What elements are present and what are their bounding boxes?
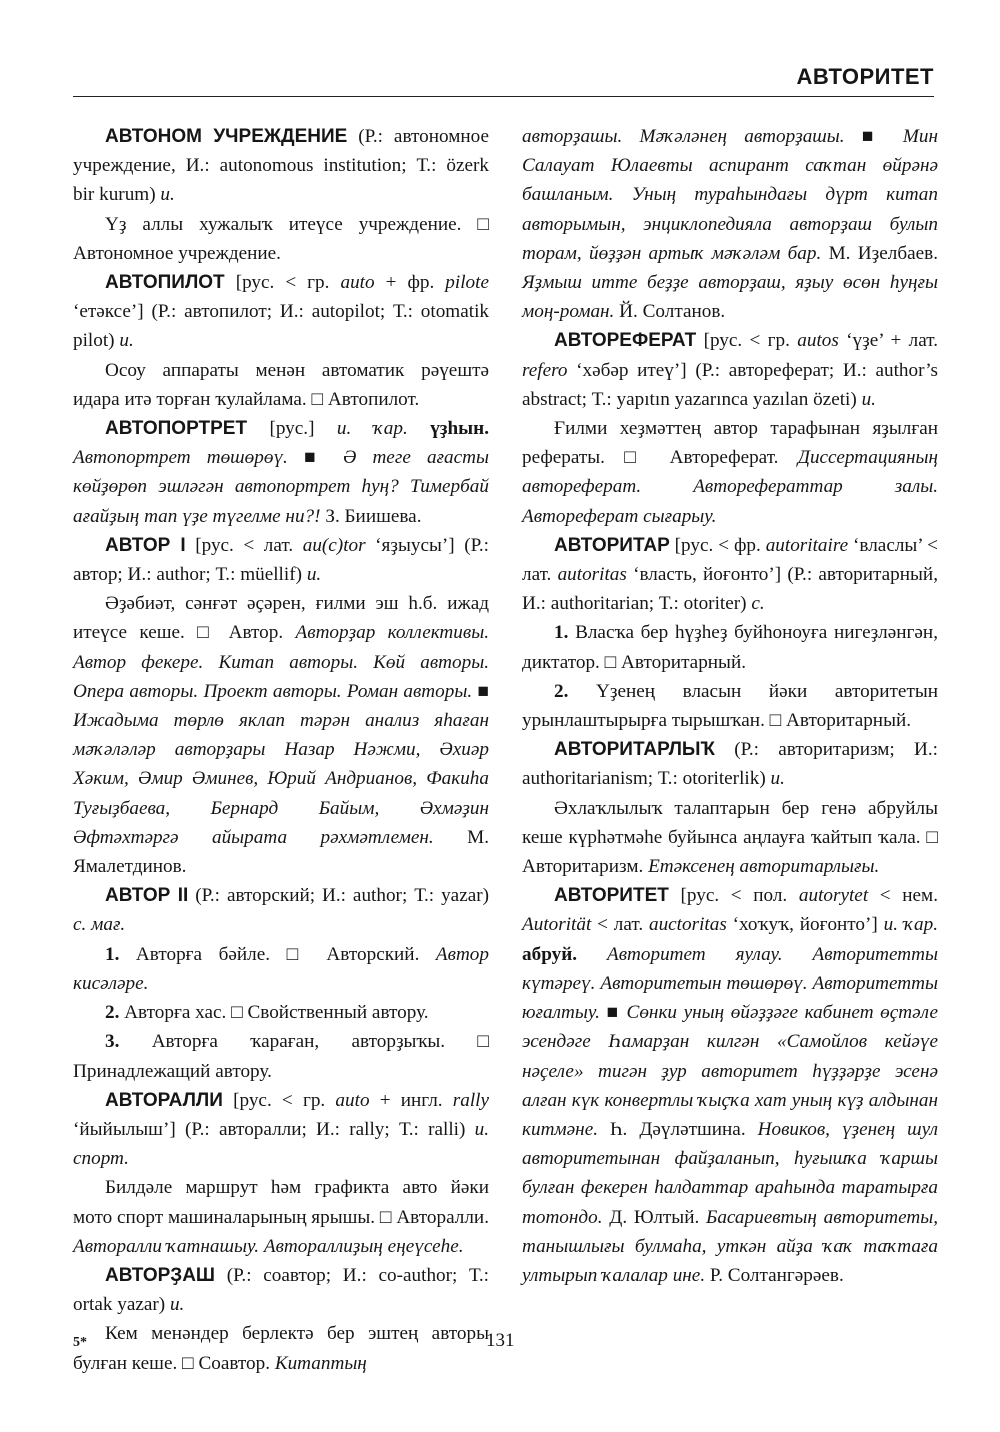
entry-text: Әхлаҡлылыҡ талаптарын бер генә абруйлы кеше күрһәтмәһе буйынса аңлауға ҡайтып ҡала. □ Авторитаризм.: [522, 797, 938, 878]
italic-example: au(c)tor: [302, 534, 366, 556]
entry-text: [рус. < фр.: [669, 534, 766, 556]
entry-text: Кем менәндер берлектә бер эштең авторы булған кеше. □ Соавтор.: [73, 1323, 489, 1374]
entry-definition: [522, 122, 938, 326]
italic-example: autoritaire: [765, 534, 849, 556]
italic-example: auctoritas: [648, 914, 727, 936]
entry-text: Власҡа бер һүҙһеҙ буйһоноуға нигеҙләнгән, диктатор. □ Авторитарный.: [522, 622, 938, 673]
italic-example: pilote: [445, 272, 489, 294]
entry-text: [рус. < гр.: [224, 272, 341, 294]
dictionary-entry: [73, 1086, 489, 1174]
headword: АВТОРИТЕТ: [554, 885, 669, 907]
italic-example: Басариевтың авторитеты, танышлығы булмаһа, уткән айҙа ҡаҡ таҡтаға ултырып ҡалалар ине.: [522, 1206, 938, 1286]
headword: АВТОПИЛОТ: [105, 272, 225, 294]
entry-definition: [73, 998, 489, 1027]
bold-crossref: абруй.: [522, 943, 578, 965]
headword: АВТОРАЛЛИ: [105, 1089, 223, 1111]
italic-example: Авторҙар коллективы. Автор фекере. Китап авторы. Көй авторы. Опера авторы. Проект авторы. Роман авторы. ■ Ижадыма төрлө яклап тәрән анализ яһаған мәҡәләләр авторҙары Назар Нәжми, Әхиәр Хәким, Әмир Әминев, Юрий Андрианов, Факиһа Туғыҙбаева, Бернард Байым, Әхмәҙин Әфтәхтәргә айырата рәхмәтлемен.: [73, 622, 489, 848]
entry-text: ‘йыйылыш’] (Р.: авторалли; И.: rally; Т.: ralli): [73, 1118, 475, 1140]
sense-number: 2.: [105, 1002, 120, 1024]
dictionary-entry: [73, 531, 489, 589]
entry-text: ‘яҙыусы’] (Р.: автор; И.: author; Т.: müellif): [73, 534, 489, 586]
italic-example: и.: [770, 768, 785, 790]
dictionary-entry: [522, 735, 938, 793]
italic-example: Autorität: [522, 914, 592, 936]
italic-example: и.: [160, 184, 175, 206]
entry-text: ‘хоҡуҡ, йоғонто’]: [726, 914, 884, 936]
entry-definition: [73, 1173, 489, 1261]
italic-example: и.: [169, 1294, 185, 1316]
entry-definition: [522, 414, 938, 531]
entry-definition: [73, 1319, 489, 1377]
entry-text: Үҙенең власын йәки авторитетын урынлаштырырға тырышҡан. □ Авторитарный.: [522, 680, 938, 732]
sense-number: 3.: [105, 1031, 120, 1053]
entry-text: Д. Юлтый.: [602, 1206, 706, 1228]
header-rule: [73, 96, 934, 97]
headword: АВТОРИТАРЛЫҠ: [554, 739, 715, 761]
entry-text: (Р.: авторский; И.: author; Т.: yazar): [188, 885, 489, 907]
entry-text: [рус. < пол.: [668, 885, 799, 907]
headword: АВТОРИТАР: [554, 534, 670, 556]
entry-text: ‘етәксе’] (Р.: автопилот; И.: autopilot; Т.: otomatik pilot): [73, 301, 489, 352]
sense-number: 1.: [554, 622, 569, 644]
entry-text: Авторға бәйле. □ Авторский.: [119, 943, 436, 965]
page-number: 131: [486, 1330, 515, 1351]
entry-text: (Р.: соавтор; И.: co-author; Т.: ortak yazar): [73, 1264, 489, 1316]
italic-example: auto: [335, 1089, 370, 1111]
entry-text: [рус. < гр.: [696, 330, 798, 352]
entry-definition: [522, 794, 938, 882]
dictionary-entry: [73, 881, 489, 939]
entry-text: Й. Солтанов.: [614, 301, 726, 323]
entry-text: М. Иҙелбаев.: [821, 242, 938, 264]
dictionary-entry: [522, 881, 938, 1290]
italic-example: Автопортрет төшөрөү. ■ Ә теге ағасты көйҙөрөп эшләгән автопортрет һуң? Тимербай ағайҙың тап үҙе түгелме ни?!: [73, 447, 489, 527]
entry-text: (Р.: авторитаризм; И.: authoritarianism; Т.: otoriterlik): [522, 739, 938, 790]
entry-definition: [73, 940, 489, 998]
dictionary-entry: [73, 122, 489, 210]
italic-example: с.: [751, 593, 765, 615]
entry-text: ‘хәбәр итеү’] (Р.: автореферат; И.: author’s abstract; Т.: yapıtın yazarınca yazılan özeti): [522, 359, 938, 410]
dictionary-entry: [73, 268, 489, 356]
italic-example: и. ҡар.: [336, 418, 408, 440]
entry-text: Ғилми хеҙмәттең автор тарафынан яҙылған рефераты. □ Автореферат.: [522, 418, 938, 469]
italic-example: и.: [119, 330, 134, 352]
dictionary-entry: [73, 1261, 489, 1319]
entry-text: Үҙ аллы хужалыҡ итеүсе учреждение. □ Автономное учреждение.: [73, 213, 489, 264]
italic-example: Китаптың: [274, 1352, 367, 1374]
entry-text: Осоу аппараты менән автоматик рәүештә идара итә торған ҡулайлама. □ Автопилот.: [73, 359, 489, 410]
sense-number: 1.: [105, 943, 120, 965]
italic-example: autos: [797, 330, 839, 352]
italic-example: Яҙмыш итте беҙҙе авторҙаш, яҙыу өсөн һуңғы моң-роман.: [522, 272, 938, 323]
headword: АВТОРЕФЕРАТ: [554, 330, 697, 352]
entry-text: + ингл.: [369, 1089, 453, 1111]
italic-example: auto: [340, 272, 375, 294]
entry-text: Р. Солтангәрәев.: [705, 1264, 844, 1286]
italic-example: Авторалли ҡатнашыу. Автораллиҙың еңеүсеһе.: [73, 1235, 464, 1257]
entry-text: Әҙәбиәт, сәнғәт әҫәрен, ғилми эш һ.б. ижад итеүсе кеше. □ Автор.: [73, 593, 489, 644]
italic-example: rally: [452, 1089, 490, 1111]
entry-text: < лат.: [591, 914, 649, 936]
italic-example: и. ҡар.: [883, 914, 938, 936]
italic-example: и.: [306, 564, 322, 586]
entry-text: < нем.: [868, 885, 938, 907]
left-column: [73, 122, 489, 1378]
italic-example: Авторитет яулау. Авторитетты күтәреү. Авторитетын төшөрөү. Авторитетты юғалтыу. ■ Сөнки уның өйәҙҙәге кабинет өҫтәле эсендәге Һамарҙан килгән «Самойлов кейәүе нәҫеле» тигән ҙур авторитет һүҙҙәрҙе эсенә алған күк конвертлы ҡыҫҡа хат уның күҙ алдынан китмәне.: [522, 943, 938, 1140]
entry-text: Авторға хас. □ Свойственный автору.: [119, 1002, 429, 1024]
italic-example: и. спорт.: [73, 1118, 489, 1170]
signature-mark: 5*: [73, 1335, 87, 1350]
entry-text: Һ. Дәүләтшина.: [598, 1118, 758, 1140]
italic-example: Етәксенең авторитарлығы.: [648, 856, 880, 878]
entry-definition: [73, 210, 489, 268]
dictionary-entry: [522, 531, 938, 619]
entry-definition: [73, 356, 489, 414]
entry-text: ‘власть, йоғонто’] (Р.: авторитарный, И.: authoritarian; Т.: otoriter): [522, 564, 939, 615]
italic-example: Автор кисәләре.: [73, 943, 489, 994]
entry-text: [рус. < гр.: [222, 1089, 336, 1111]
right-column: [522, 122, 938, 1290]
entry-definition: [522, 618, 938, 676]
running-head: АВТОРИТЕТ: [796, 64, 934, 89]
entry-definition: [73, 1027, 489, 1085]
headword: АВТОР I: [105, 534, 186, 556]
italic-example: Новиков, үҙенең шул авторитетынан файҙаланып, һуғышҡа ҡаршы булған фекерен һалдаттар араһында таратырға тотондо.: [522, 1118, 938, 1228]
entry-text: З. Биишева.: [320, 505, 422, 527]
italic-example: autorytet: [798, 885, 869, 907]
italic-example: авторҙашы. Мәҡәләнең авторҙашы. ■ Мин Салауат Юлаевты аспирант саҡтан өйрәнә башланым. Уның тураһындағы дүрт китап авторымын, энциклопедияла авторҙаш булып торам, йөҙҙән артыҡ мәҡәләм бар.: [522, 126, 938, 264]
entry-text: М. Ямалетдинов.: [73, 826, 489, 878]
headword: АВТОРҘАШ: [105, 1264, 216, 1286]
dictionary-entry: [522, 326, 938, 414]
italic-example: autoritas: [557, 564, 627, 586]
italic-example: refero: [522, 359, 568, 381]
italic-example: с. мағ.: [73, 914, 126, 936]
entry-text: + фр.: [374, 272, 446, 294]
entry-definition: [522, 677, 938, 735]
bold-crossref: үҙһын.: [407, 418, 490, 440]
entry-text: Авторға ҡараған, авторҙыҡы. □ Принадлежащий автору.: [73, 1031, 489, 1082]
entry-text: ‘үҙе’ + лат.: [838, 330, 938, 352]
sense-number: 2.: [554, 680, 569, 702]
entry-definition: [73, 589, 489, 881]
italic-example: и.: [861, 388, 876, 410]
entry-text: [рус. < лат.: [185, 534, 303, 556]
entry-text: [рус.]: [247, 418, 337, 440]
headword: АВТОНОМ УЧРЕЖДЕНИЕ: [105, 126, 348, 147]
entry-text: (Р.: автономное учреждение, И.: autonomous institution; Т.: özerk bir kurum): [73, 126, 489, 206]
headword: АВТОР II: [105, 885, 189, 907]
entry-text: Билдәле маршрут һәм графикта авто йәки мото спорт машиналарының ярышы. □ Авторалли.: [73, 1177, 489, 1228]
italic-example: Диссертацияның автореферат. Авторефераттар залы. Автореферат сығарыу.: [522, 447, 938, 527]
entry-text: ‘власлы’ < лат.: [522, 534, 938, 586]
headword: АВТОПОРТРЕТ: [105, 418, 248, 440]
dictionary-entry: [73, 414, 489, 531]
